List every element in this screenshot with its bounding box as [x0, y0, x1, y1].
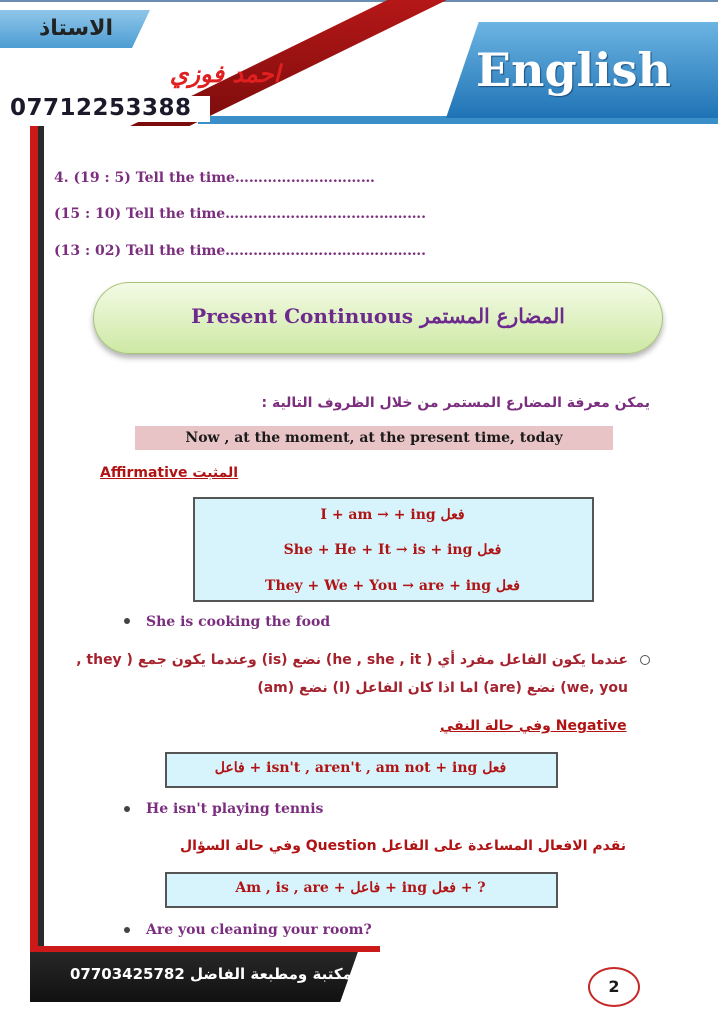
bullet-icon	[124, 927, 130, 933]
footer-bar-accent	[30, 946, 380, 952]
footer-text: مكتبة ومطبعة الفاضل 07703425782	[70, 965, 352, 983]
left-margin-red	[30, 126, 38, 946]
time-words: Now , at the moment, at the present time, today	[185, 430, 563, 446]
rule-line: we, you) نضع (are) اما اذا كان الفاعل (I) نضع (am)	[257, 680, 628, 696]
brand-name: الاستاذ	[38, 16, 114, 41]
example-negative: He isn't playing tennis	[146, 801, 324, 817]
affirmative-label: Affirmative المثبت	[100, 465, 239, 481]
intro-text: يمكن معرفة المضارع المستمر من خلال الظروف التالية :	[261, 395, 650, 411]
negative-label: وفي حالة النفي Negative	[440, 718, 627, 734]
affirmative-formula-line: They + We + You → are + ing فعل	[265, 578, 520, 594]
question-formula: Am , is , are + فاعل + ing فعل + ?	[235, 880, 486, 896]
negative-formula: فاعل + isn't , aren't , am not + ing فعل	[214, 760, 507, 776]
left-margin-dark	[38, 126, 44, 946]
example-question: Are you cleaning your room?	[146, 922, 372, 938]
tell-time-item: 4. (19 : 5) Tell the time…………………………	[54, 170, 375, 186]
section-title: Present Continuous المضارع المستمر	[191, 304, 565, 328]
rule-line: عندما يكون الفاعل مفرد أي ( he , she , it) نضع (is) وعندما يكون جمع ( they ,	[76, 652, 628, 668]
author-name: احمد فوزي	[169, 59, 281, 88]
header-top-line	[0, 0, 718, 2]
subject-title: English	[476, 43, 671, 97]
phone-number: 07712253388	[10, 95, 192, 121]
affirmative-formula-line: I + am → + ing فعل	[320, 507, 465, 523]
bullet-icon	[124, 806, 130, 812]
tell-time-item: (13 : 02) Tell the time…………………………………….	[54, 243, 427, 259]
question-label: وفي حالة السؤال Question نقدم الافعال المساعدة على الفاعل	[180, 838, 627, 854]
example-affirmative: She is cooking the food	[146, 614, 331, 630]
circle-bullet-icon	[640, 655, 650, 665]
bullet-icon	[124, 618, 130, 624]
affirmative-formula-line: She + He + It → is + ing فعل	[283, 542, 502, 558]
tell-time-item: (15 : 10) Tell the time…………………………………….	[54, 206, 427, 222]
page-number: 2	[588, 967, 640, 1007]
